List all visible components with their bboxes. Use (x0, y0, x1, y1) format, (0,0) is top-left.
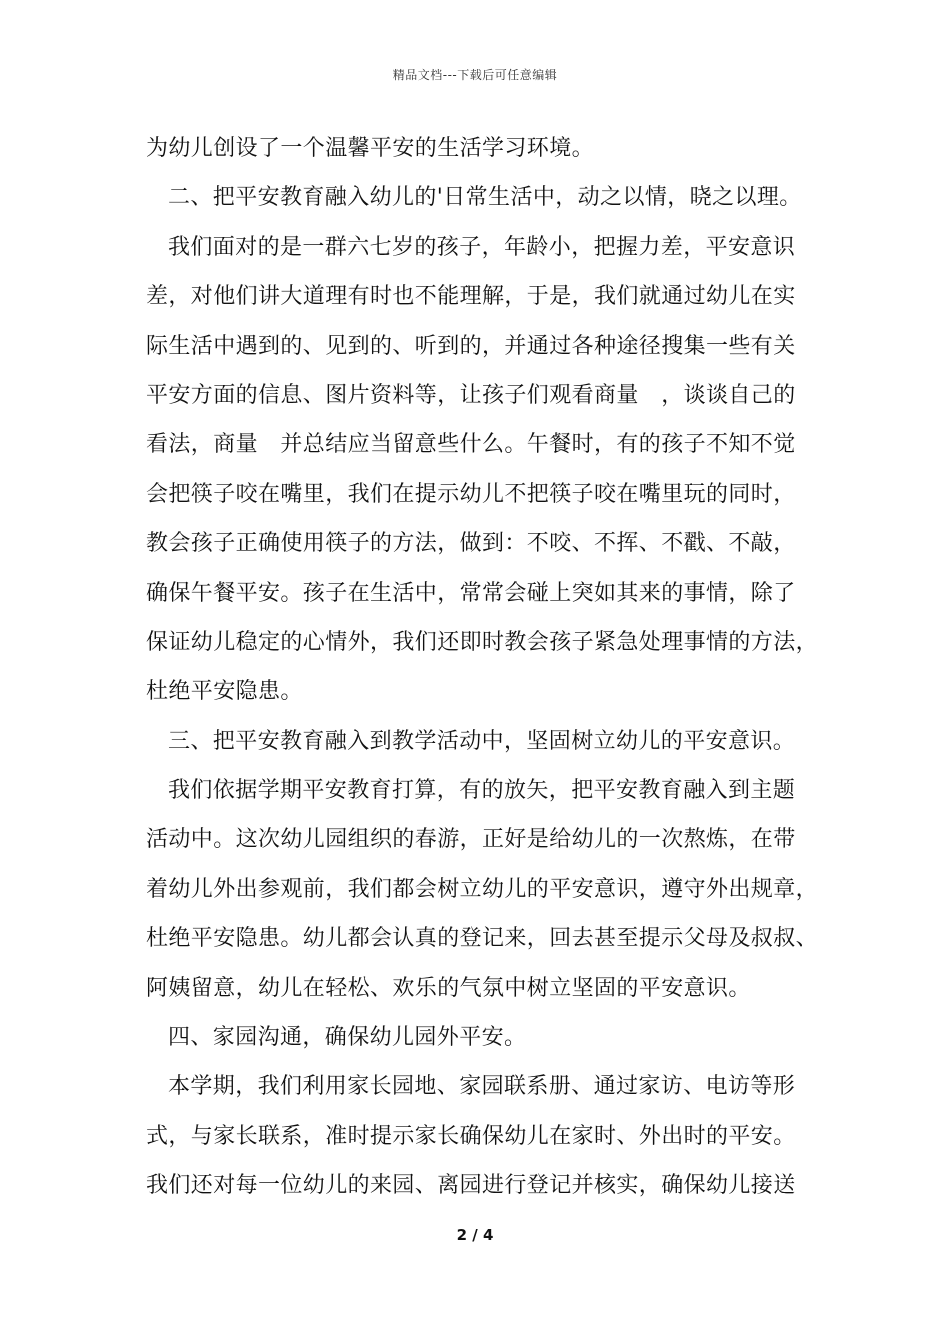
document-body (146, 124, 826, 1211)
text-line: 我们还对每一位幼儿的来园、离园进行登记并核实，确保幼儿接送 (146, 1173, 796, 1199)
text-line: 平安方面的信息、图片资料等，让孩子们观看商量 ，谈谈自己的 (146, 382, 796, 408)
section-heading-3: 三、把平安教育融入到教学活动中，坚固树立幼儿的平安意识。 (168, 728, 796, 754)
text-line: 际生活中遇到的、见到的、听到的，并通过各种途径搜集一些有关 (146, 333, 796, 359)
text-line: 差，对他们讲大道理有时也不能理解，于是，我们就通过幼儿在实 (146, 284, 796, 310)
text-line: 看法，商量 并总结应当留意些什么。午餐时，有的孩子不知不觉 (146, 432, 796, 458)
text-line: 为幼儿创设了一个温馨平安的生活学习环境。 (146, 136, 595, 161)
text-line: 本学期，我们利用家长园地、家园联系册、通过家访、电访等形 (168, 1074, 796, 1100)
text-line: 我们依据学期平安教育打算，有的放矢，把平安教育融入到主题 (168, 778, 796, 804)
text-line: 阿姨留意，幼儿在轻松、欢乐的气氛中树立坚固的平安意识。 (146, 975, 751, 1001)
text-line: 我们面对的是一群六七岁的孩子，年龄小，把握力差，平安意识 (168, 234, 796, 260)
text-line: 保证幼儿稳定的心情外，我们还即时教会孩子紧急处理事情的方法， (146, 629, 819, 655)
text-line: 教会孩子正确使用筷子的方法，做到：不咬、不挥、不戳、不敲， (146, 531, 796, 557)
page-header: 精品文档---下载后可任意编辑 (392, 68, 558, 82)
text-line: 着幼儿外出参观前，我们都会树立幼儿的平安意识，遵守外出规章， (146, 876, 819, 902)
page-number: 2 / 4 (456, 1226, 494, 1244)
text-line: 式，与家长联系，准时提示家长确保幼儿在家时、外出时的平安。 (146, 1123, 796, 1149)
section-heading-2: 二、把平安教育融入幼儿的'日常生活中，动之以情，晓之以理。 (168, 185, 802, 211)
text-line: 杜绝平安隐患。幼儿都会认真的登记来，回去甚至提示父母及叔叔、 (146, 926, 819, 952)
text-line: 活动中。这次幼儿园组织的春游，正好是给幼儿的一次熬炼，在带 (146, 827, 796, 853)
text-line: 会把筷子咬在嘴里，我们在提示幼儿不把筷子咬在嘴里玩的同时， (146, 481, 796, 507)
text-line: 确保午餐平安。孩子在生活中，常常会碰上突如其来的事情，除了 (146, 580, 796, 606)
text-line: 杜绝平安隐患。 (146, 679, 303, 705)
section-heading-4: 四、家园沟通，确保幼儿园外平安。 (168, 1025, 527, 1051)
